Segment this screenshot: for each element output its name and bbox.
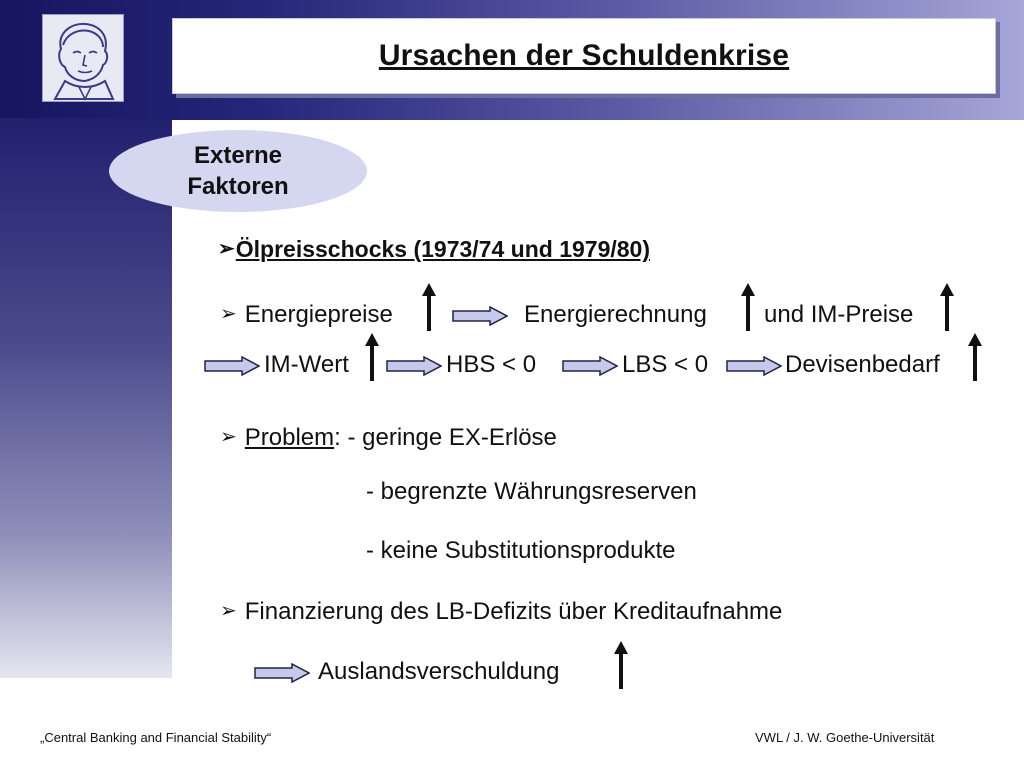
bullet-icon: ➢: [220, 600, 237, 622]
devisenbedarf-text: Devisenbedarf: [785, 351, 940, 378]
energierechnung-text: Energierechnung: [524, 301, 707, 328]
page-title: Ursachen der Schuldenkrise: [378, 39, 790, 72]
oil-shock-text: Ölpreisschocks (1973/74 und 1979/80): [235, 236, 650, 262]
up-arrow-icon: [740, 282, 756, 332]
externe-faktoren-oval: [109, 130, 367, 212]
problem-item-2: - begrenzte Währungsreserven: [366, 478, 697, 505]
footer-left: „Central Banking and Financial Stability“: [40, 730, 272, 745]
energiepreise-text: Energiepreise: [244, 301, 393, 328]
problem-item-1: : - geringe EX-Erlöse: [334, 424, 557, 451]
right-arrow-icon: [726, 356, 782, 376]
university-logo: [42, 14, 124, 102]
footer-right: VWL / J. W. Goethe-Universität: [755, 730, 935, 745]
oil-shock-line: [218, 236, 650, 263]
problem-line: [220, 424, 557, 452]
oval-line-2: Faktoren: [187, 173, 289, 200]
up-arrow-icon: [613, 640, 629, 690]
sidebar-band: [0, 118, 172, 678]
goethe-portrait-icon: [43, 15, 123, 101]
lbs-text: LBS < 0: [622, 351, 709, 378]
im-preise-text: und IM-Preise: [764, 301, 914, 328]
right-arrow-icon: [386, 356, 442, 376]
right-arrow-icon: [452, 306, 508, 326]
right-arrow-icon: [204, 356, 260, 376]
right-arrow-icon: [562, 356, 618, 376]
up-arrow-icon: [421, 282, 437, 332]
finanzierung-text: Finanzierung des LB-Defizits über Kreditaufnahme: [244, 598, 783, 625]
problem-item-3: - keine Substitutionsprodukte: [366, 537, 676, 564]
up-arrow-icon: [939, 282, 955, 332]
up-arrow-icon: [967, 332, 983, 382]
title-box: [172, 18, 996, 94]
up-arrow-icon: [364, 332, 380, 382]
hbs-text: HBS < 0: [446, 351, 537, 378]
bullet-icon: ➢: [220, 303, 237, 325]
im-wert-text: IM-Wert: [264, 351, 349, 378]
bullet-icon: ➢: [220, 426, 237, 448]
bullet-icon: ➢: [218, 238, 235, 260]
right-arrow-icon: [254, 663, 310, 683]
oval-line-1: Externe: [193, 142, 283, 169]
energiepreise-line: [220, 301, 393, 329]
finanzierung-line: [220, 598, 782, 626]
auslandsverschuldung-text: Auslandsverschuldung: [318, 658, 560, 685]
problem-label: Problem: [244, 424, 335, 451]
